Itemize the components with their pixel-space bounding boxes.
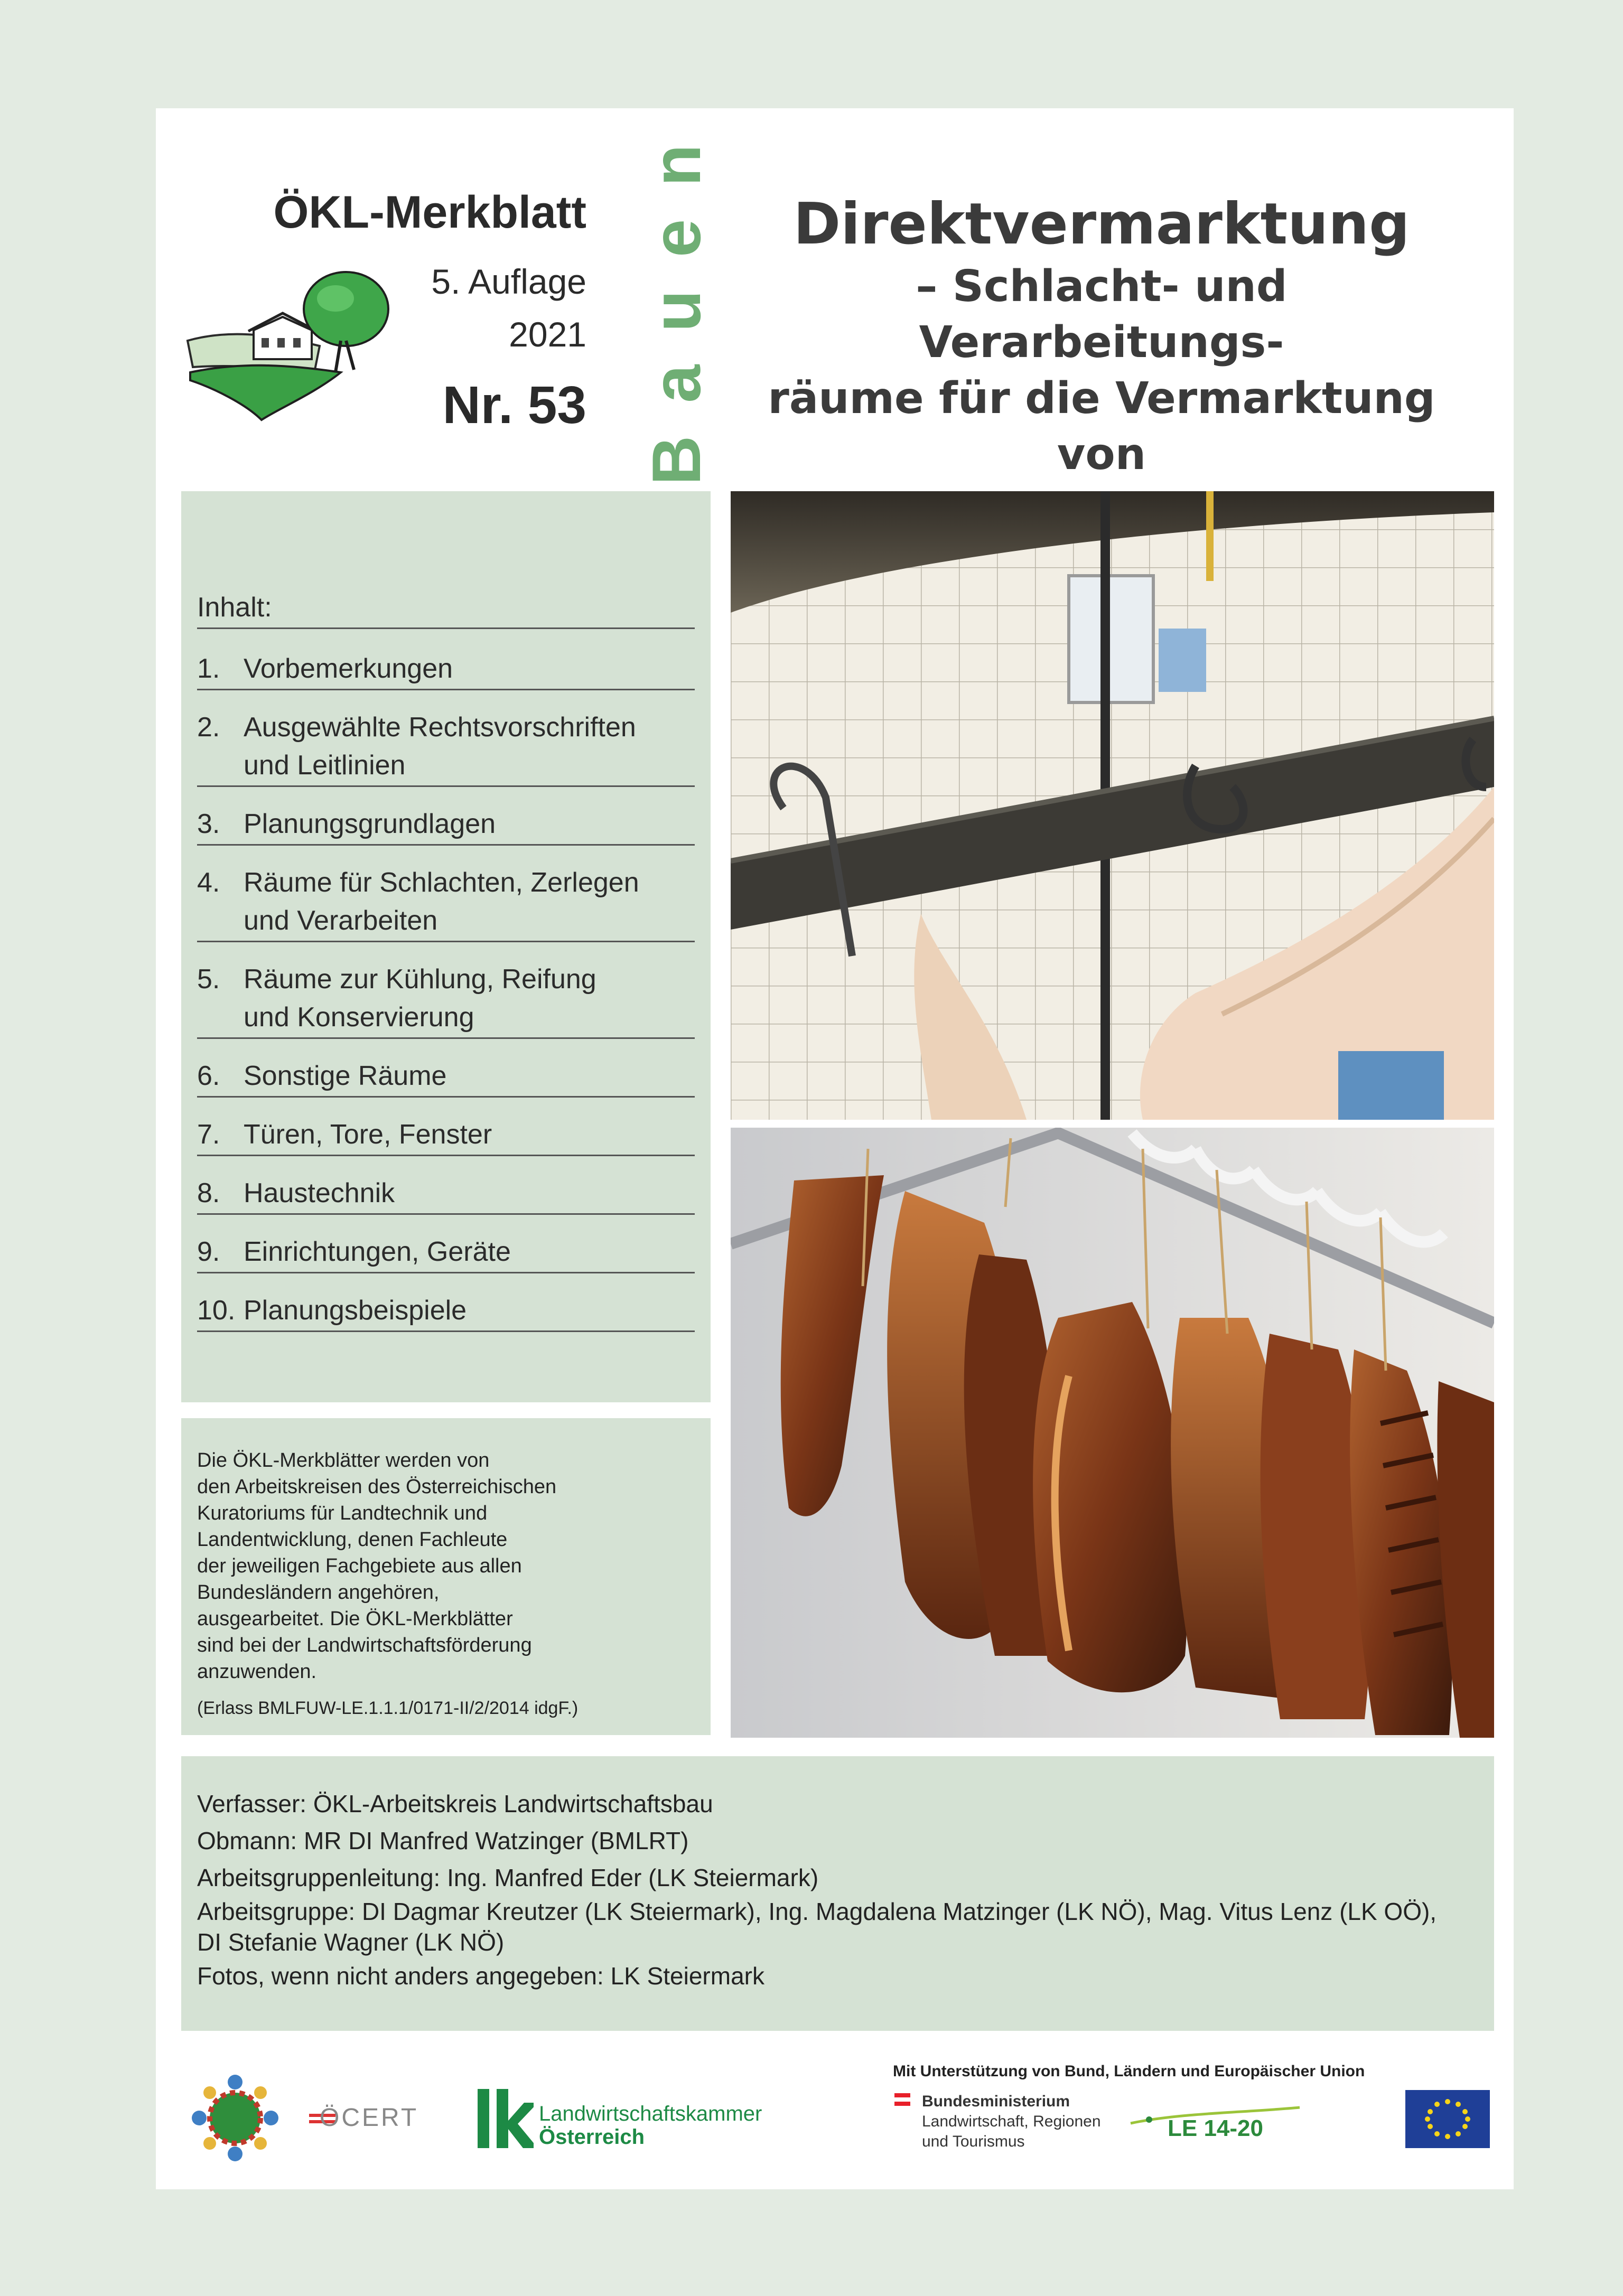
okl-network-logo: [185, 2070, 285, 2166]
edition-label: 5. Auflage: [431, 262, 586, 301]
toc-heading: Inhalt:: [197, 592, 695, 629]
toc-item-number: 8.: [197, 1178, 220, 1208]
toc-item-number: 2.: [197, 712, 220, 743]
decree-reference: (Erlass BMLFUW-LE.1.1.1/0171-II/2/2014 idgF.): [197, 1698, 579, 1718]
support-statement: Mit Unterstützung von Bund, Ländern und Europäischer Union: [893, 2063, 1365, 2080]
title-main: Direktvermarktung: [793, 191, 1410, 257]
toc-item-number: 5.: [197, 964, 220, 995]
austria-flag-icon: [894, 2093, 910, 2106]
toc-item-label: Haustechnik: [244, 1178, 395, 1208]
credit-author: Verfasser: ÖKL-Arbeitskreis Landwirtschaftsbau: [197, 1790, 713, 1817]
lk-logo-text: Landwirtschaftskammer Österreich: [539, 2102, 762, 2149]
toc-item[interactable]: [197, 650, 695, 690]
toc-item-number: 10.: [197, 1295, 236, 1326]
toc-item-number: 7.: [197, 1119, 220, 1150]
toc-item[interactable]: [197, 1174, 695, 1215]
cured-meat-photo: [731, 1128, 1494, 1738]
toc-item-number: 3.: [197, 809, 220, 839]
credit-lead: Arbeitsgruppenleitung: Ing. Manfred Eder (LK Steiermark): [197, 1864, 819, 1891]
year-label: 2021: [509, 315, 586, 354]
toc-item[interactable]: [197, 708, 695, 787]
toc-item-label: Türen, Tore, Fenster: [244, 1119, 492, 1150]
category-text: Bauen: [638, 111, 715, 485]
toc-item-number: 1.: [197, 653, 220, 684]
credit-lines: [197, 1785, 1476, 1994]
issue-number: Nr. 53: [442, 376, 586, 435]
okl-farm-logo: [182, 267, 399, 425]
carcass-photo: [731, 491, 1494, 1120]
toc-item-label: Räume zur Kühlung, Reifung und Konservierung: [244, 964, 596, 1033]
series-title: ÖKL-Merkblatt: [273, 187, 586, 238]
info-note: [181, 1418, 711, 1735]
note-text: Die ÖKL-Merkblätter werden von den Arbeitskreisen des Österreichischen Kuratoriums für Landtechnik und Landentwicklung, denen Fachleute der jeweiligen Fachgebiete aus allen Bundesländern angehören, ausgearbeitet. Die ÖKL-Merkblätter sind bei der Landwirtschaftsförderung anzuwenden.: [197, 1449, 557, 1683]
toc-item-number: 6.: [197, 1061, 220, 1091]
toc-item-number: 9.: [197, 1236, 220, 1267]
toc-item-label: Vorbemerkungen: [244, 653, 453, 684]
toc-item[interactable]: [197, 1057, 695, 1098]
toc-item-label: Einrichtungen, Geräte: [244, 1236, 511, 1267]
credit-photos: Fotos, wenn nicht anders angegeben: LK Steiermark: [197, 1962, 764, 1990]
oecert-logo-text: ÖCERT: [320, 2104, 419, 2132]
toc-item[interactable]: [197, 960, 695, 1039]
document-title: [732, 190, 1471, 539]
le-programme-label: LE 14-20: [1168, 2115, 1263, 2141]
credits-panel: [181, 1756, 1494, 2031]
title-line-3: räume für die Vermarktung von: [768, 373, 1435, 480]
credit-group: Arbeitsgruppe: DI Dagmar Kreutzer (LK Steiermark), Ing. Magdalena Matzinger (LK NÖ), Mag. Vitus Lenz (LK OÖ),: [197, 1898, 1437, 1925]
toc-item-label: Sonstige Räume: [244, 1061, 447, 1091]
credit-group-cont: DI Stefanie Wagner (LK NÖ): [197, 1928, 505, 1956]
oecert-logo: [306, 2094, 423, 2142]
title-line-2: – Schlacht- und Verarbeitungs-: [916, 261, 1288, 368]
table-of-contents: [181, 491, 711, 1402]
toc-item[interactable]: [197, 805, 695, 846]
toc-item-label: Räume für Schlachten, Zerlegen und Verarbeiten: [244, 867, 639, 936]
toc-item-label: Planungsbeispiele: [244, 1295, 467, 1326]
toc-item[interactable]: [197, 1116, 695, 1156]
ministry-logo-text: Bundesministerium Landwirtschaft, Regionen und Tourismus: [922, 2093, 1101, 2150]
toc-item[interactable]: [197, 1291, 695, 1332]
lk-logo-mark: [475, 2089, 534, 2152]
toc-list: [197, 650, 695, 1350]
document-page: [156, 108, 1514, 2189]
toc-item[interactable]: [197, 864, 695, 942]
credit-chair: Obmann: MR DI Manfred Watzinger (BMLRT): [197, 1827, 689, 1854]
toc-item-number: 4.: [197, 867, 220, 898]
toc-item-label: Ausgewählte Rechtsvorschriften und Leitlinien: [244, 712, 636, 781]
eu-flag-icon: [1405, 2090, 1490, 2148]
toc-item-label: Planungsgrundlagen: [244, 809, 496, 839]
category-vertical-label: [634, 111, 719, 485]
toc-item[interactable]: [197, 1233, 695, 1273]
